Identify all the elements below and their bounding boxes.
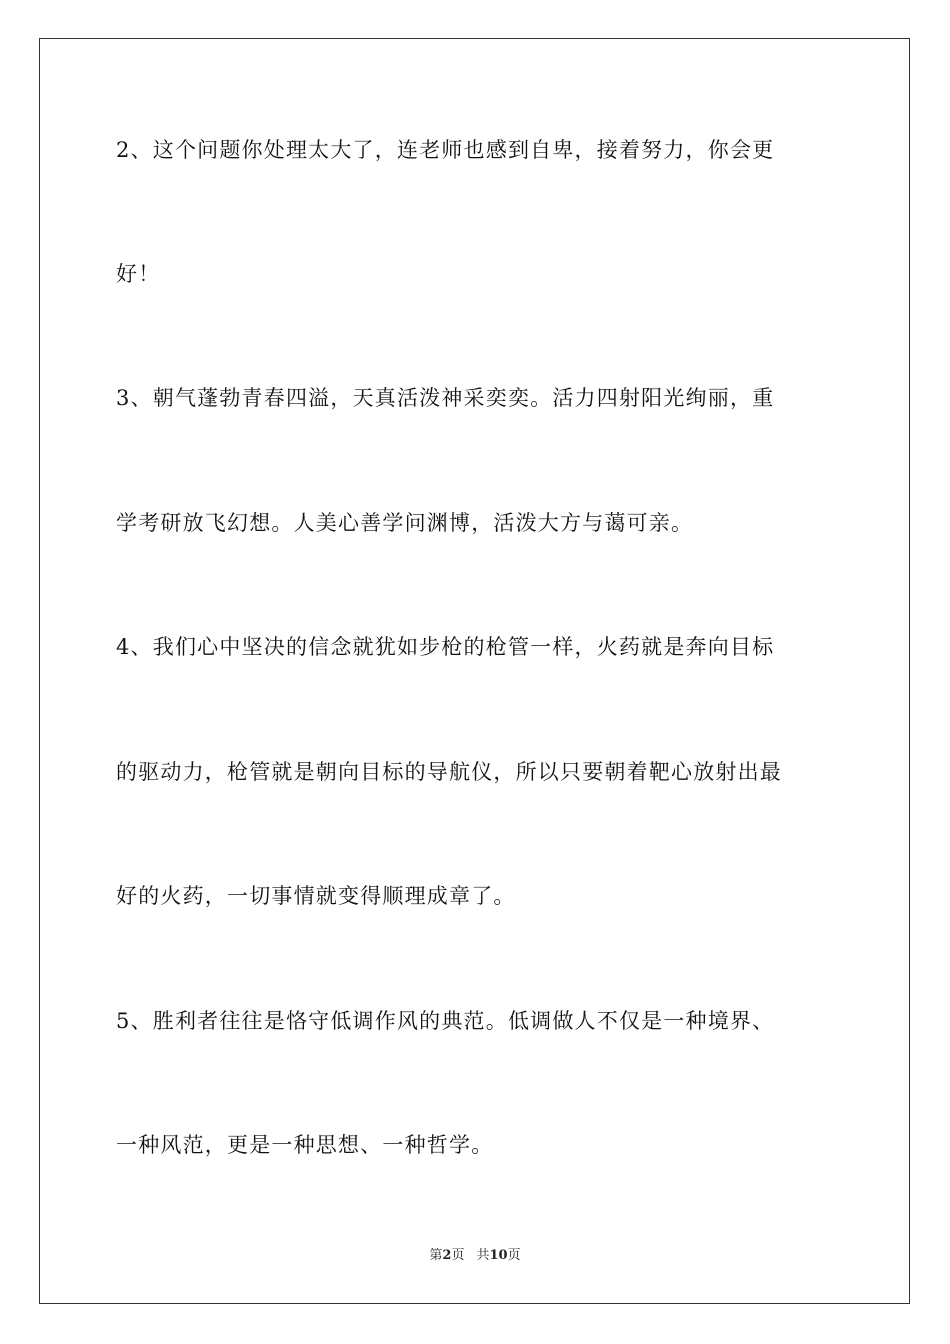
text-line: 的驱动力，枪管就是朝向目标的导航仪，所以只要朝着靶心放射出最 [116,760,782,784]
text-line: 4、我们心中坚决的信念就犹如步枪的枪管一样，火药就是奔向目标 [116,635,775,659]
current-page-number: 2 [442,1248,452,1263]
text-line: 5、胜利者往往是恪守低调作风的典范。低调做人不仅是一种境界、 [116,1009,775,1033]
total-page-count: 10 [489,1248,508,1263]
text-line: 好！ [116,262,161,286]
text-line: 2、这个问题你处理太大了，连老师也感到自卑，接着努力，你会更 [116,138,775,162]
page-footer [0,1247,950,1265]
text-line: 一种风范，更是一种思想、一种哲学。 [116,1133,494,1157]
text-line: 学考研放飞幻想。人美心善学问渊博，活泼大方与蔼可亲。 [116,511,694,535]
total-label-prefix: 共 [476,1248,490,1263]
page-frame [39,38,910,1304]
text-line: 好的火药，一切事情就变得顺理成章了。 [116,884,516,908]
page-label-unit: 页 [451,1248,465,1263]
text-line: 3、朝气蓬勃青春四溢，天真活泼神采奕奕。活力四射阳光绚丽，重 [116,386,775,410]
page-label-prefix: 第 [429,1248,443,1263]
total-label-unit: 页 [507,1248,521,1263]
